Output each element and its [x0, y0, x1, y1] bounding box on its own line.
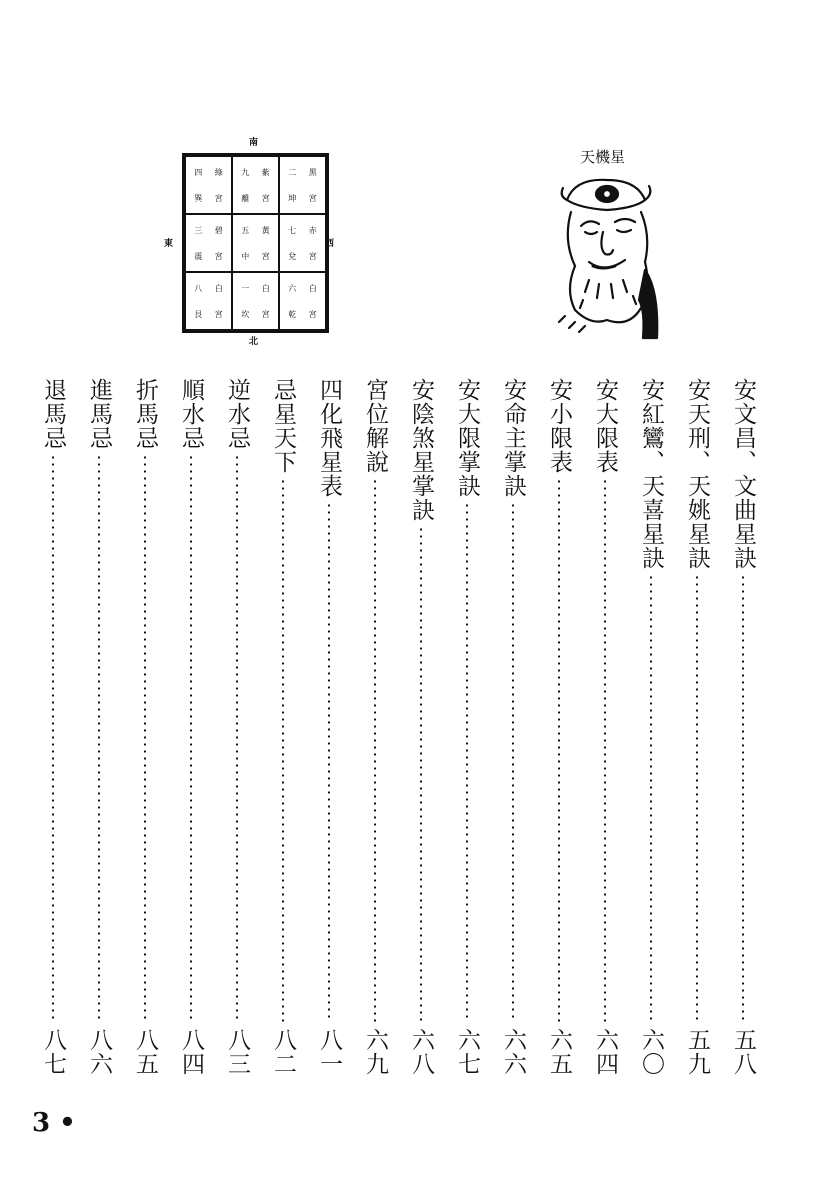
palace-cell: 九 紫 離 宮: [232, 156, 279, 214]
direction-north: 北: [249, 337, 259, 347]
toc-entry[interactable]: [128, 378, 162, 1098]
toc-entry-page: 五八: [730, 1028, 756, 1076]
toc-entry[interactable]: [496, 378, 530, 1098]
dot-leader: [282, 478, 284, 1022]
toc-entry[interactable]: [220, 378, 254, 1098]
toc-entry[interactable]: [266, 378, 300, 1098]
palace-cell: 六 白 乾 宮: [279, 272, 326, 330]
toc-entry-title: 逆水忌: [224, 378, 250, 450]
toc-entry-title: 安陰煞星掌訣: [408, 378, 434, 522]
toc-entry-page: 八二: [270, 1028, 296, 1076]
toc-entry[interactable]: [174, 378, 208, 1098]
dot-leader: [144, 454, 146, 1022]
toc-entry-page: 六八: [408, 1028, 434, 1076]
nine-palace-diagram: [160, 135, 350, 350]
toc-entry[interactable]: [542, 378, 576, 1098]
toc-entry-page: 六〇: [638, 1028, 664, 1076]
toc-entry-page: 六五: [546, 1028, 572, 1076]
toc-entry-title: 安大限掌訣: [454, 378, 480, 498]
direction-east: 東: [164, 239, 174, 249]
toc-entry[interactable]: [312, 378, 346, 1098]
dot-leader: [696, 574, 698, 1022]
table-of-contents: [30, 378, 770, 1098]
toc-entry-title: 安天刑、天姚星訣: [684, 378, 710, 570]
toc-entry-title: 安命主掌訣: [500, 378, 526, 498]
toc-entry-page: 六四: [592, 1028, 618, 1076]
dot-leader: [650, 574, 652, 1022]
toc-entry-title: 宮位解說: [362, 378, 388, 474]
toc-entry-title: 順水忌: [178, 378, 204, 450]
toc-entry-page: 六九: [362, 1028, 388, 1076]
dot-leader: [420, 526, 422, 1022]
toc-entry-page: 六六: [500, 1028, 526, 1076]
toc-entry[interactable]: [404, 378, 438, 1098]
palace-cell: 八 白 艮 宮: [185, 272, 232, 330]
dot-leader: [742, 574, 744, 1022]
palace-cell: 二 黑 坤 宮: [279, 156, 326, 214]
toc-entry-page: 八六: [86, 1028, 112, 1076]
toc-entry-title: 忌星天下: [270, 378, 296, 474]
toc-entry[interactable]: [634, 378, 668, 1098]
dot-leader: [374, 478, 376, 1022]
toc-entry-page: 五九: [684, 1028, 710, 1076]
dot-leader: [98, 454, 100, 1022]
toc-entry[interactable]: [450, 378, 484, 1098]
toc-entry-title: 進馬忌: [86, 378, 112, 450]
dot-leader: [604, 478, 606, 1022]
page-number: 3 •: [32, 1108, 76, 1138]
toc-entry-title: 安紅鸞、天喜星訣: [638, 378, 664, 570]
toc-entry-title: 安大限表: [592, 378, 618, 474]
palace-cell: 四 綠 巽 宮: [185, 156, 232, 214]
toc-entry[interactable]: [358, 378, 392, 1098]
toc-entry-page: 八七: [40, 1028, 66, 1076]
toc-entry-page: 六七: [454, 1028, 480, 1076]
toc-entry[interactable]: [726, 378, 760, 1098]
toc-entry-page: 八三: [224, 1028, 250, 1076]
toc-entry-title: 退馬忌: [40, 378, 66, 450]
toc-entry-title: 四化飛星表: [316, 378, 342, 498]
dot-leader: [512, 502, 514, 1022]
toc-entry-title: 安文昌、文曲星訣: [730, 378, 756, 570]
palace-cell: 七 赤 兌 宮: [279, 214, 326, 272]
dot-leader: [236, 454, 238, 1022]
toc-entry-title: 安小限表: [546, 378, 572, 474]
palace-grid: [182, 153, 329, 333]
toc-entry-title: 折馬忌: [132, 378, 158, 450]
dot-leader: [190, 454, 192, 1022]
figure-caption: 天機星: [580, 148, 626, 166]
palace-cell: 三 碧 震 宮: [185, 214, 232, 272]
palace-cell: 五 黃 中 宮: [232, 214, 279, 272]
tianji-star-illustration: [545, 170, 665, 340]
dot-leader: [558, 478, 560, 1022]
toc-entry-page: 八五: [132, 1028, 158, 1076]
direction-west: 西: [325, 239, 335, 249]
toc-entry[interactable]: [82, 378, 116, 1098]
direction-south: 南: [249, 138, 259, 148]
toc-entry[interactable]: [588, 378, 622, 1098]
palace-cell: 一 白 坎 宮: [232, 272, 279, 330]
dot-leader: [328, 502, 330, 1022]
toc-entry-page: 八四: [178, 1028, 204, 1076]
toc-entry-page: 八一: [316, 1028, 342, 1076]
dot-leader: [466, 502, 468, 1022]
toc-entry[interactable]: [36, 378, 70, 1098]
dot-leader: [52, 454, 54, 1022]
toc-entry[interactable]: [680, 378, 714, 1098]
